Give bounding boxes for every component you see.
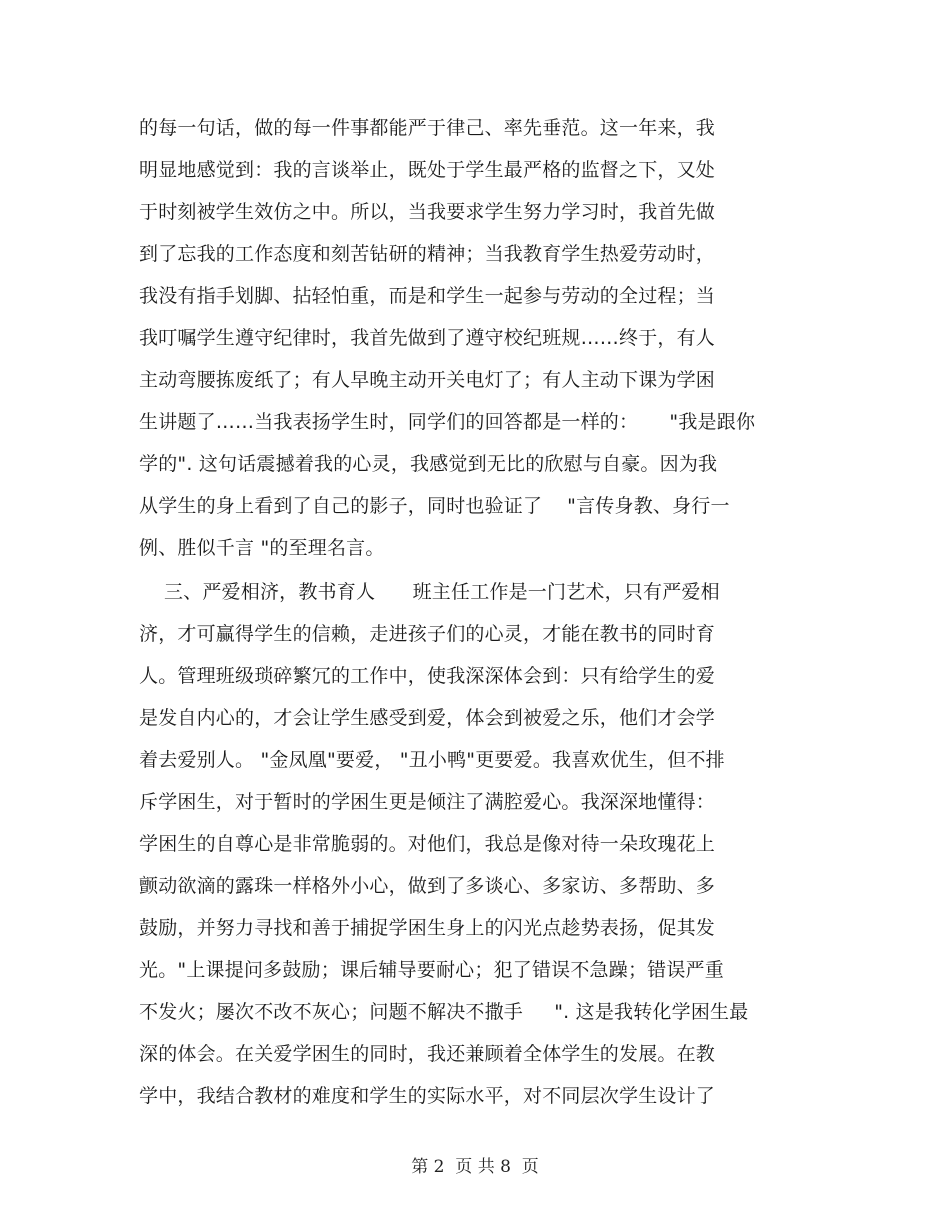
body-text-line: 济，才可赢得学生的信赖，走进孩子们的心灵，才能在教书的同时育 (139, 623, 716, 645)
body-text-line: 例、胜似千言 "的至理名言。 (139, 537, 385, 559)
body-text-line: 到了忘我的工作态度和刻苦钻研的精神；当我教育学生热爱劳动时， (139, 243, 716, 265)
page-number-footer: 第 2 页 共 8 页 (411, 1157, 539, 1177)
body-text-line: 生讲题了……当我表扬学生时，同学们的回答都是一样的： "我是跟你 (139, 411, 756, 433)
body-text-line: 光。"上课提问多鼓励；课后辅导要耐心；犯了错误不急躁；错误严重 (139, 959, 724, 981)
body-text-line: 斥学困生，对于暂时的学困生更是倾注了满腔爱心。我深深地懂得： (139, 791, 716, 813)
body-text-line: 深的体会。在关爱学困生的同时，我还兼顾着全体学生的发展。在教 (139, 1043, 716, 1065)
body-text-line: 是发自内心的，才会让学生感受到爱，体会到被爱之乐，他们才会学 (139, 707, 716, 729)
body-text-line: 从学生的身上看到了自己的影子，同时也验证了 "言传身教、身行一 (139, 495, 730, 517)
body-text-line: 的每一句话，做的每一件事都能严于律己、率先垂范。这一年来，我 (139, 117, 716, 139)
body-text-line: 学困生的自尊心是非常脆弱的。对他们，我总是像对待一朵玫瑰花上 (139, 833, 716, 855)
body-text-line: 鼓励，并努力寻找和善于捕捉学困生身上的闪光点趁势表扬，促其发 (139, 917, 716, 939)
body-text-line: 颤动欲滴的露珠一样格外小心，做到了多谈心、多家访、多帮助、多 (139, 875, 716, 897)
body-text-line: 着去爱别人。 "金凤凰"要爱， "丑小鸭"更要爱。我喜欢优生，但不排 (139, 749, 725, 771)
body-text-line: 人。管理班级琐碎繁冗的工作中，使我深深体会到：只有给学生的爱 (139, 665, 716, 687)
body-text-line: 我没有指手划脚、拈轻怕重，而是和学生一起参与劳动的全过程；当 (139, 285, 716, 307)
body-text-line: 明显地感觉到：我的言谈举止，既处于学生最严格的监督之下，又处 (139, 159, 716, 181)
body-text-line: 我叮嘱学生遵守纪律时，我首先做到了遵守校纪班规……终于，有人 (139, 327, 716, 349)
section-heading-line: 三、严爱相济，教书育人 班主任工作是一门艺术，只有严爱相 (139, 581, 720, 603)
body-text-line: 于时刻被学生效仿之中。所以，当我要求学生努力学习时，我首先做 (139, 201, 716, 223)
body-text-line: 学的". 这句话震撼着我的心灵，我感觉到无比的欣慰与自豪。因为我 (139, 453, 718, 475)
body-text-line: 学中，我结合教材的难度和学生的实际水平，对不同层次学生设计了 (139, 1085, 716, 1107)
body-text-line: 主动弯腰拣废纸了；有人早晚主动开关电灯了；有人主动下课为学困 (139, 369, 716, 391)
body-text-line: 不发火；屡次不改不灰心；问题不解决不撒手 ". 这是我转化学困生最 (139, 1001, 749, 1023)
